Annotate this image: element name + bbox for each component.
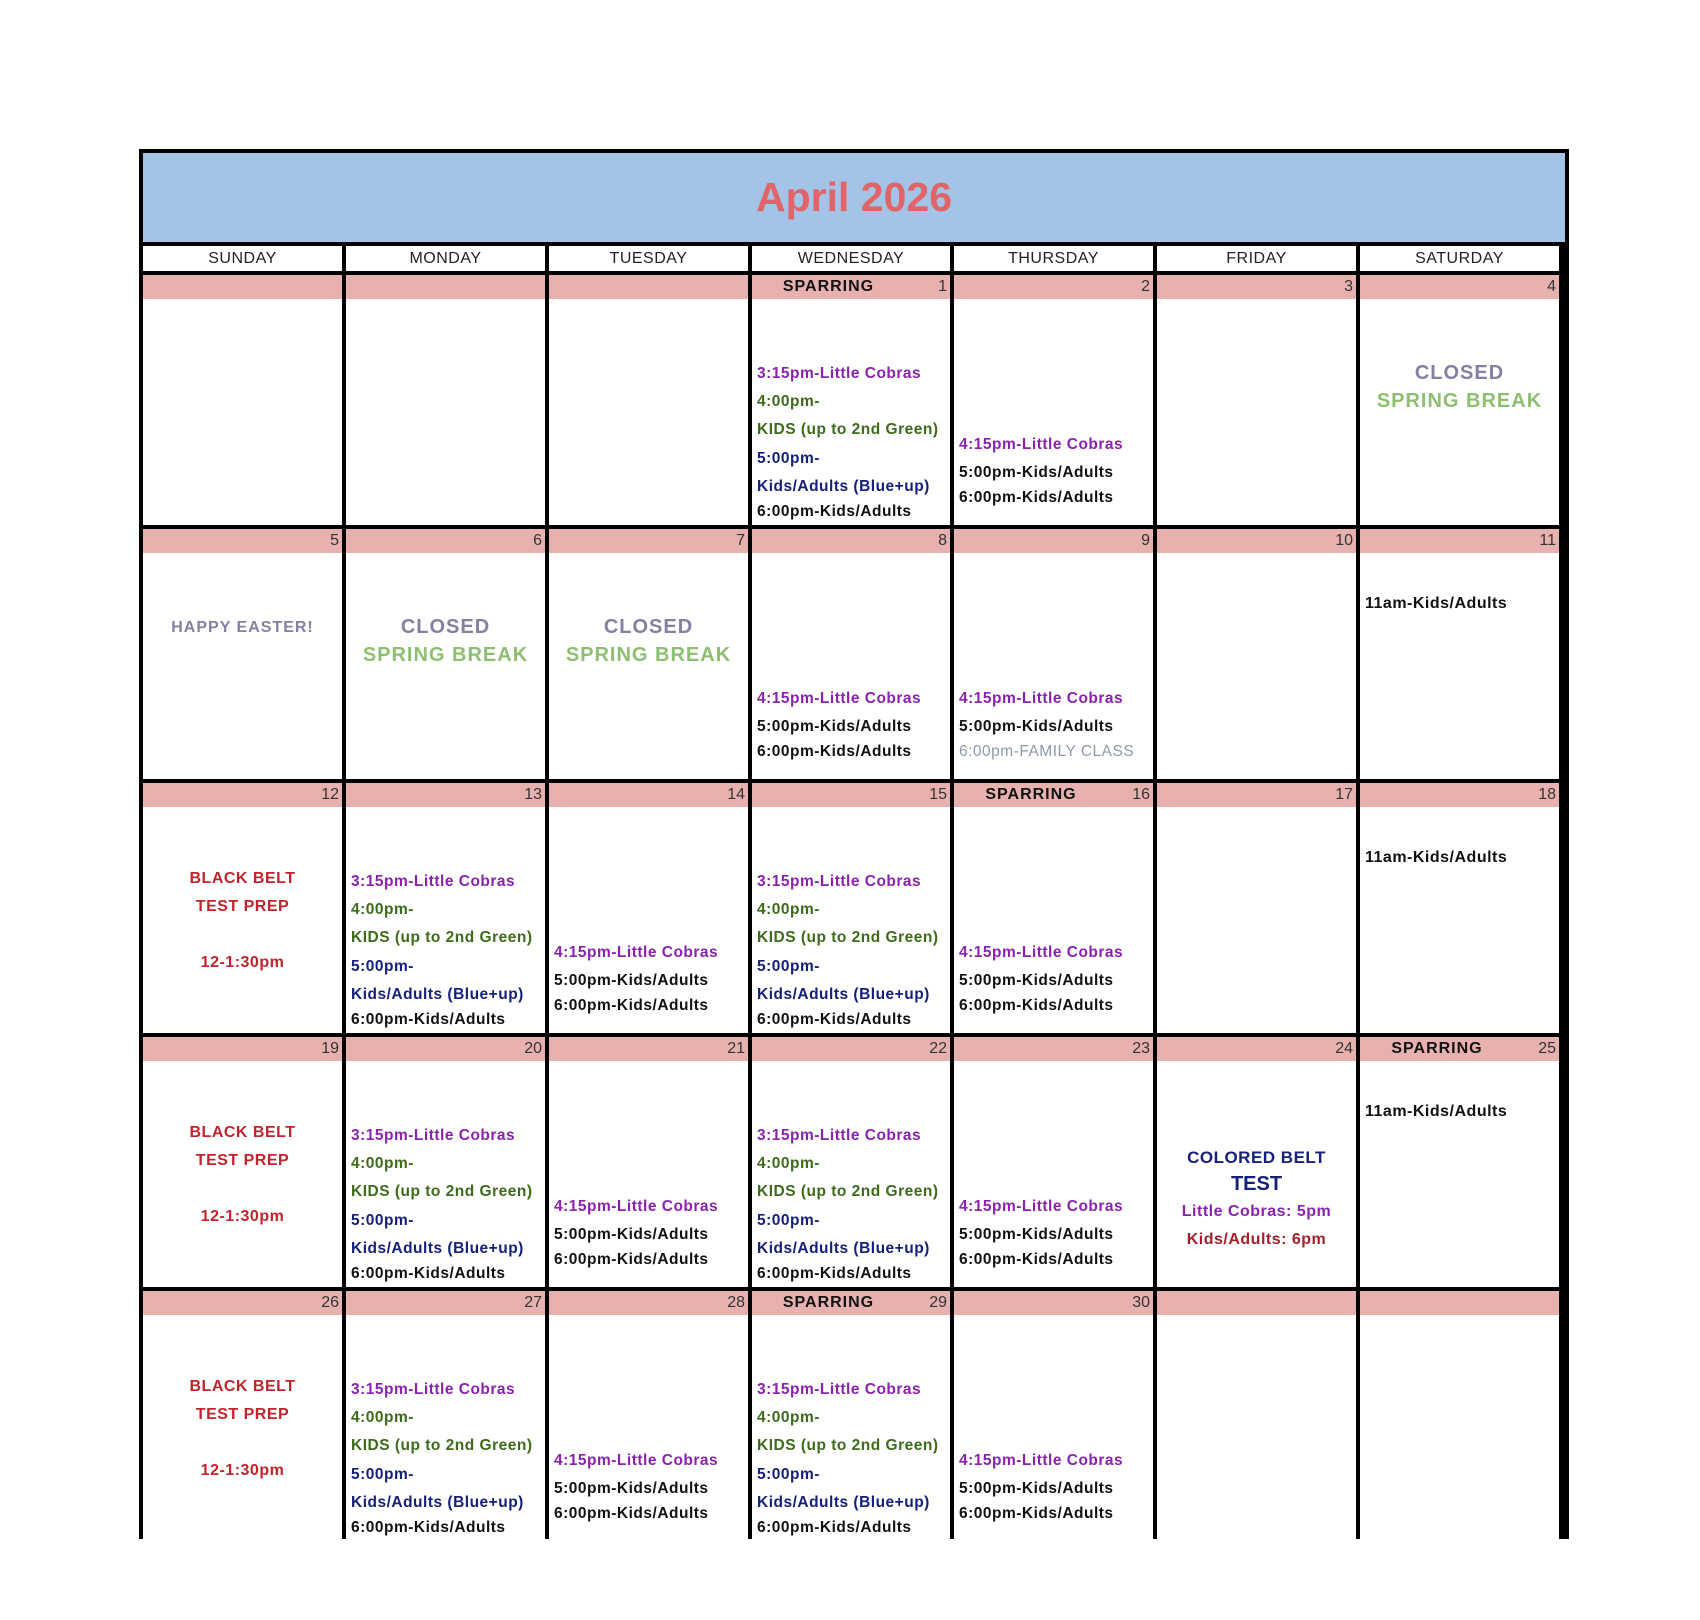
closed-label: CLOSED: [1414, 362, 1505, 384]
little-cobras-class: 3:15pm-Little Cobras: [351, 1127, 516, 1145]
saturday-class: 11am-Kids/Adults: [1365, 849, 1508, 866]
day-cell-24: [1157, 1037, 1356, 1287]
test-prep-label: TEST PREP: [195, 1406, 290, 1424]
saturday-class: 11am-Kids/Adults: [1365, 1103, 1508, 1120]
blue-up-class-label: Kids/Adults (Blue+up): [757, 477, 930, 495]
kids-adults-class: 6:00pm-Kids/Adults: [757, 503, 912, 520]
calendar-title: April 2026: [143, 153, 1565, 242]
date-band: [752, 529, 950, 553]
date-band: [954, 275, 1153, 299]
date-number: 3: [1344, 278, 1353, 295]
closed-label: CLOSED: [400, 616, 491, 638]
kids-adults-class: 6:00pm-Kids/Adults: [554, 997, 709, 1014]
date-number: 14: [727, 786, 745, 803]
day-header-friday: FRIDAY: [1157, 246, 1356, 271]
day-header-wednesday: WEDNESDAY: [752, 246, 950, 271]
date-band: [752, 783, 950, 807]
kids-class-time: 4:00pm-: [351, 1155, 414, 1173]
test-prep-time: 12-1:30pm: [200, 1208, 285, 1226]
colored-belt-label: COLORED BELT: [1187, 1148, 1326, 1167]
day-cell-13: [346, 783, 545, 1033]
kids-adults-class: 5:00pm-Kids/Adults: [959, 1225, 1114, 1243]
easter-note: HAPPY EASTER!: [171, 619, 314, 636]
blue-up-class-time: 5:00pm-: [757, 957, 820, 975]
date-band: [1157, 275, 1356, 299]
blue-up-class-time: 5:00pm-: [351, 1211, 414, 1229]
kids-adults-class: 5:00pm-Kids/Adults: [554, 1479, 709, 1497]
day-header-saturday: SATURDAY: [1360, 246, 1559, 271]
sparring-tag: SPARRING: [782, 278, 875, 295]
blue-up-class-time: 5:00pm-: [757, 449, 820, 467]
day-content: [752, 807, 950, 1033]
kids-adults-class: 6:00pm-Kids/Adults: [554, 1251, 709, 1268]
date-number: 24: [1335, 1040, 1353, 1057]
black-belt-test-prep: [143, 865, 342, 978]
kids-adults-class: 6:00pm-Kids/Adults: [757, 1519, 912, 1536]
date-number: 28: [727, 1294, 745, 1311]
blue-up-class-label: Kids/Adults (Blue+up): [757, 1493, 930, 1511]
date-number: 4: [1547, 278, 1556, 295]
colored-belt-test: [1157, 1145, 1356, 1253]
date-band: [1360, 783, 1559, 807]
blue-up-class-time: 5:00pm-: [757, 1211, 820, 1229]
date-number: 19: [321, 1040, 339, 1057]
day-cell-18: [1360, 783, 1559, 1033]
date-number: 7: [736, 532, 745, 549]
empty-day-cell: [1157, 1291, 1356, 1541]
day-content: [954, 299, 1153, 525]
kids-adults-class: 6:00pm-Kids/Adults: [959, 1505, 1114, 1522]
little-cobras-class: 4:15pm-Little Cobras: [959, 1197, 1124, 1215]
day-content: [549, 1061, 748, 1287]
kids-adults-class: 6:00pm-Kids/Adults: [351, 1519, 506, 1536]
date-number: 8: [938, 532, 947, 549]
test-prep-label: TEST PREP: [195, 898, 290, 916]
day-content: [549, 807, 748, 1033]
little-cobras-class: 4:15pm-Little Cobras: [959, 689, 1124, 707]
spring-break-label: SPRING BREAK: [565, 644, 732, 666]
date-number: 29: [929, 1294, 947, 1311]
sparring-tag: SPARRING: [1391, 1040, 1483, 1057]
little-cobras-class: 4:15pm-Little Cobras: [554, 1451, 719, 1469]
black-belt-label: BLACK BELT: [189, 1378, 296, 1395]
class-schedule: [959, 431, 1153, 508]
day-content: [346, 1061, 545, 1287]
day-cell-10: [1157, 529, 1356, 779]
class-schedule: [554, 1193, 748, 1270]
day-cell-11: [1360, 529, 1559, 779]
day-content: [1360, 299, 1559, 525]
kids-class-label: KIDS (up to 2nd Green): [351, 929, 533, 947]
day-content: [954, 1315, 1153, 1541]
date-number: 11: [1539, 532, 1556, 549]
date-band: [1360, 1291, 1559, 1315]
date-band: [1360, 529, 1559, 553]
date-band: [143, 275, 342, 299]
date-number: 18: [1538, 786, 1556, 803]
kids-class-time: 4:00pm-: [757, 1155, 820, 1173]
little-cobras-class: 3:15pm-Little Cobras: [757, 1381, 922, 1399]
kids-adults-class: 6:00pm-Kids/Adults: [757, 1011, 912, 1028]
little-cobras-class: 3:15pm-Little Cobras: [757, 1127, 922, 1145]
day-header-tuesday: TUESDAY: [549, 246, 748, 271]
date-number: 2: [1141, 278, 1150, 295]
saturday-class: 11am-Kids/Adults: [1365, 595, 1508, 612]
day-cell-16: [954, 783, 1153, 1033]
kids-class-label: KIDS (up to 2nd Green): [757, 929, 939, 947]
date-number: 10: [1335, 532, 1353, 549]
day-content: [752, 553, 950, 779]
kids-class-time: 4:00pm-: [351, 1409, 414, 1427]
day-content: [752, 1061, 950, 1287]
day-content: [1360, 807, 1559, 1033]
kids-adults-class: 5:00pm-Kids/Adults: [554, 1225, 709, 1243]
kids-class-time: 4:00pm-: [757, 1409, 820, 1427]
empty-day-cell: [549, 275, 748, 525]
day-content: [1360, 553, 1559, 779]
spring-break-label: SPRING BREAK: [1376, 390, 1543, 412]
class-schedule: [757, 1122, 950, 1284]
kids-adults-class: 6:00pm-Kids/Adults: [959, 1251, 1114, 1268]
little-cobras-class: 4:15pm-Little Cobras: [959, 435, 1124, 453]
day-header-thursday: THURSDAY: [954, 246, 1153, 271]
black-belt-test-prep: [143, 1119, 342, 1232]
date-number: 15: [929, 786, 947, 803]
little-cobras-class: 4:15pm-Little Cobras: [554, 1197, 719, 1215]
date-band: [549, 529, 748, 553]
day-cell-21: [549, 1037, 748, 1287]
kids-class-label: KIDS (up to 2nd Green): [757, 1437, 939, 1455]
day-cell-15: [752, 783, 950, 1033]
day-cell-27: [346, 1291, 545, 1541]
date-band: [752, 1037, 950, 1061]
date-number: 27: [524, 1294, 542, 1311]
class-schedule: [959, 939, 1153, 1016]
kids-adults-class: 6:00pm-Kids/Adults: [554, 1505, 709, 1522]
black-belt-test-prep: [143, 1373, 342, 1486]
day-content: [549, 1315, 748, 1541]
date-number: 30: [1132, 1294, 1150, 1311]
date-band: [1360, 275, 1559, 299]
kids-adults-class: 5:00pm-Kids/Adults: [959, 1479, 1114, 1497]
date-band: [752, 1291, 950, 1315]
day-cell-2: [954, 275, 1153, 525]
empty-day-cell: [143, 275, 342, 525]
blue-up-class-time: 5:00pm-: [757, 1465, 820, 1483]
day-cell-6: [346, 529, 545, 779]
date-band: [549, 275, 748, 299]
test-label: TEST: [1230, 1173, 1283, 1195]
day-header-sunday: SUNDAY: [143, 246, 342, 271]
date-band: [346, 783, 545, 807]
date-number: 6: [533, 532, 542, 549]
kids-class-time: 4:00pm-: [757, 393, 820, 411]
day-cell-30: [954, 1291, 1153, 1541]
day-cell-12: [143, 783, 342, 1033]
black-belt-label: BLACK BELT: [189, 1124, 296, 1141]
closed-label: CLOSED: [603, 616, 694, 638]
day-content: [143, 807, 342, 1033]
calendar: [139, 149, 1569, 1539]
date-band: [1157, 783, 1356, 807]
kids-class-label: KIDS (up to 2nd Green): [351, 1437, 533, 1455]
kids-adults-class: 6:00pm-Kids/Adults: [757, 743, 912, 760]
date-number: 22: [929, 1040, 947, 1057]
class-schedule: [959, 1447, 1153, 1524]
date-band: [346, 275, 545, 299]
kids-adults-class: 6:00pm-Kids/Adults: [351, 1265, 506, 1282]
kids-adults-class: 6:00pm-Kids/Adults: [959, 997, 1114, 1014]
date-number: 1: [938, 278, 947, 295]
date-band: [1157, 529, 1356, 553]
class-schedule: [554, 939, 748, 1016]
date-band: [143, 1037, 342, 1061]
blue-up-class-label: Kids/Adults (Blue+up): [351, 1493, 524, 1511]
day-cell-19: [143, 1037, 342, 1287]
sparring-tag: SPARRING: [782, 1294, 875, 1311]
date-band: [143, 529, 342, 553]
day-cell-23: [954, 1037, 1153, 1287]
date-band: [752, 275, 950, 299]
day-cell-9: [954, 529, 1153, 779]
day-cell-26: [143, 1291, 342, 1541]
kids-adults-class: 5:00pm-Kids/Adults: [554, 971, 709, 989]
date-number: 13: [524, 786, 542, 803]
day-cell-5: [143, 529, 342, 779]
day-header-monday: MONDAY: [346, 246, 545, 271]
little-cobras-class: 3:15pm-Little Cobras: [757, 873, 922, 891]
date-band: [143, 783, 342, 807]
kids-class-time: 4:00pm-: [757, 901, 820, 919]
date-number: 26: [321, 1294, 339, 1311]
date-band: [954, 529, 1153, 553]
class-schedule: [351, 868, 545, 1030]
day-content: [1360, 1061, 1559, 1287]
date-band: [346, 1291, 545, 1315]
little-cobras-class: 3:15pm-Little Cobras: [757, 365, 922, 383]
date-band: [549, 1291, 748, 1315]
empty-day-cell: [1360, 1291, 1559, 1541]
day-cell-20: [346, 1037, 545, 1287]
day-content: [954, 807, 1153, 1033]
blue-up-class-label: Kids/Adults (Blue+up): [351, 985, 524, 1003]
date-band: [954, 1291, 1153, 1315]
black-belt-label: BLACK BELT: [189, 870, 296, 887]
date-number: 20: [524, 1040, 542, 1057]
kids-class-label: KIDS (up to 2nd Green): [351, 1183, 533, 1201]
kids-class-label: KIDS (up to 2nd Green): [757, 421, 939, 439]
empty-day-cell: [346, 275, 545, 525]
day-content: [954, 1061, 1153, 1287]
day-cell-1: [752, 275, 950, 525]
date-number: 25: [1538, 1040, 1556, 1057]
date-band: [346, 529, 545, 553]
class-schedule: [959, 685, 1153, 762]
day-content: [954, 553, 1153, 779]
class-schedule: [757, 868, 950, 1030]
day-content: [752, 1315, 950, 1541]
closed-notice: [549, 613, 748, 669]
class-schedule: [757, 360, 950, 522]
class-schedule: [351, 1376, 545, 1538]
test-prep-time: 12-1:30pm: [200, 1462, 285, 1480]
date-number: 12: [321, 786, 339, 803]
kids-adults-test-time: Kids/Adults: 6pm: [1186, 1231, 1327, 1248]
sparring-tag: SPARRING: [985, 786, 1077, 803]
kids-class-time: 4:00pm-: [351, 901, 414, 919]
class-schedule: [351, 1122, 545, 1284]
class-schedule: [554, 1447, 748, 1524]
date-number: 17: [1335, 786, 1353, 803]
date-number: 21: [727, 1040, 745, 1057]
date-band: [1157, 1291, 1356, 1315]
kids-adults-class: 5:00pm-Kids/Adults: [959, 463, 1114, 481]
date-band: [1157, 1037, 1356, 1061]
kids-adults-class: 6:00pm-Kids/Adults: [351, 1011, 506, 1028]
blue-up-class-label: Kids/Adults (Blue+up): [757, 985, 930, 1003]
day-content: [752, 299, 950, 525]
date-band: [549, 783, 748, 807]
date-band: [1360, 1037, 1559, 1061]
spring-break-label: SPRING BREAK: [362, 644, 529, 666]
class-schedule: [757, 1376, 950, 1538]
little-cobras-class: 4:15pm-Little Cobras: [959, 1451, 1124, 1469]
date-number: 16: [1132, 786, 1150, 803]
day-content: [143, 1315, 342, 1541]
little-cobras-class: 4:15pm-Little Cobras: [554, 943, 719, 961]
blue-up-class-time: 5:00pm-: [351, 957, 414, 975]
day-cell-22: [752, 1037, 950, 1287]
kids-adults-class: 5:00pm-Kids/Adults: [959, 971, 1114, 989]
closed-notice: [346, 613, 545, 669]
kids-adults-class: 5:00pm-Kids/Adults: [959, 717, 1114, 735]
date-number: 5: [330, 532, 339, 549]
day-cell-28: [549, 1291, 748, 1541]
test-prep-time: 12-1:30pm: [200, 954, 285, 972]
kids-class-label: KIDS (up to 2nd Green): [757, 1183, 939, 1201]
day-content: [549, 553, 748, 779]
day-content: [346, 553, 545, 779]
day-content: [143, 1061, 342, 1287]
kids-adults-class: 5:00pm-Kids/Adults: [757, 717, 912, 735]
little-cobras-class: 3:15pm-Little Cobras: [351, 873, 516, 891]
little-cobras-class: 3:15pm-Little Cobras: [351, 1381, 516, 1399]
date-band: [143, 1291, 342, 1315]
day-cell-3: [1157, 275, 1356, 525]
day-content: [346, 1315, 545, 1541]
date-band: [954, 1037, 1153, 1061]
blue-up-class-label: Kids/Adults (Blue+up): [757, 1239, 930, 1257]
closed-notice: [1360, 359, 1559, 415]
day-content: [1157, 1061, 1356, 1287]
blue-up-class-label: Kids/Adults (Blue+up): [351, 1239, 524, 1257]
date-band: [346, 1037, 545, 1061]
day-cell-8: [752, 529, 950, 779]
day-content: [346, 807, 545, 1033]
date-band: [954, 783, 1153, 807]
little-cobras-class: 4:15pm-Little Cobras: [959, 943, 1124, 961]
day-content: [143, 553, 342, 779]
day-cell-4: [1360, 275, 1559, 525]
class-schedule: [757, 685, 950, 762]
day-cell-25: [1360, 1037, 1559, 1287]
day-cell-29: [752, 1291, 950, 1541]
date-number: 23: [1132, 1040, 1150, 1057]
test-prep-label: TEST PREP: [195, 1152, 290, 1170]
day-cell-17: [1157, 783, 1356, 1033]
kids-adults-class: 6:00pm-Kids/Adults: [959, 489, 1114, 506]
little-cobras-test-time: Little Cobras: 5pm: [1181, 1203, 1332, 1220]
blue-up-class-time: 5:00pm-: [351, 1465, 414, 1483]
day-cell-14: [549, 783, 748, 1033]
little-cobras-class: 4:15pm-Little Cobras: [757, 689, 922, 707]
kids-adults-class: 6:00pm-Kids/Adults: [757, 1265, 912, 1282]
class-schedule: [959, 1193, 1153, 1270]
date-band: [549, 1037, 748, 1061]
family-class: 6:00pm-FAMILY CLASS: [959, 743, 1135, 760]
date-number: 9: [1141, 532, 1150, 549]
day-cell-7: [549, 529, 748, 779]
